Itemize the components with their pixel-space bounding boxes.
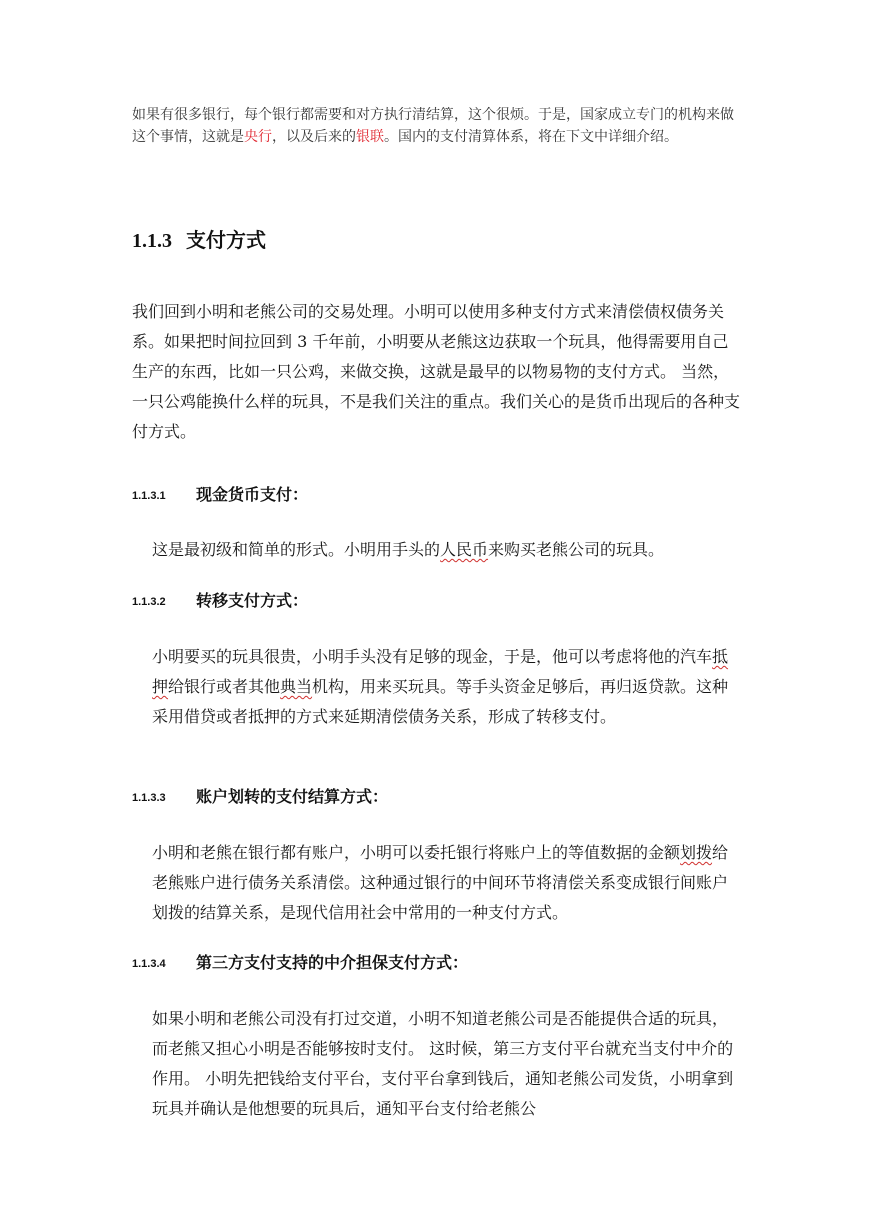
spellcheck-mark: 划拨 — [680, 843, 713, 862]
section-heading — [132, 226, 266, 255]
subsection-title: 第三方支付支持的中介担保支付方式： — [196, 953, 469, 972]
subsection-number: 1.1.3.3 — [132, 792, 166, 804]
body-text: 这是最初级和简单的形式。小明用手头的 — [152, 540, 441, 559]
body-text: 机构，用来买玩具。等手头资金足够后，再归返贷款。这种采用借贷或者抵押的方式来延期清偿债务关系，形成了转移支付。 — [152, 677, 729, 726]
subsection-title: 账户划转的支付结算方式： — [196, 787, 389, 806]
subsection-number: 1.1.3.1 — [132, 490, 166, 502]
spellcheck-mark: 典当 — [280, 677, 313, 696]
spellcheck-mark: 人民币 — [440, 540, 489, 559]
subsection-title: 转移支付方式： — [196, 591, 309, 610]
subsection-heading-cash — [132, 484, 308, 507]
body-text: 给老熊账户进行债务关系清偿。这种通过银行的中间环节将清偿关系变成银行间账户划拨的结算关系，是现代信用社会中常用的一种支付方式。 — [152, 843, 729, 922]
section-paragraph: 我们回到小明和老熊公司的交易处理。小明可以使用多种支付方式来清偿债权债务关系。如果把时间拉回到 3 千年前，小明要从老熊这边获取一个玩具，他得需要用自己生产的东西，比如一只公鸡，来做交换，这就是最早的以物易物的支付方式。 当然，一只公鸡能换什么样的玩具，不是我们关注的重点。我们关心的是货币出现后的各种支付方式。 — [132, 302, 741, 441]
intro-text: ，以及后来的 — [272, 129, 356, 145]
subsection-body-cash — [152, 535, 742, 565]
subsection-number: 1.1.3.4 — [132, 958, 166, 970]
body-text: 来购买老熊公司的玩具。 — [488, 540, 665, 559]
subsection-body-account — [152, 838, 742, 928]
subsection-title: 现金货币支付： — [196, 485, 309, 504]
link-unionpay[interactable]: 银联 — [356, 129, 384, 145]
section-number: 1.1.3 — [132, 230, 172, 252]
subsection-body-transfer — [152, 642, 742, 732]
body-text: 给银行或者其他 — [168, 677, 281, 696]
intro-paragraph — [132, 104, 744, 148]
subsection-heading-account — [132, 786, 388, 809]
spellcheck-mark: 抵押 — [152, 647, 729, 696]
subsection-heading-third-party — [132, 952, 468, 975]
subsection-heading-transfer — [132, 590, 308, 613]
subsection-body-third-party: 如果小明和老熊公司没有打过交道，小明不知道老熊公司是否能提供合适的玩具，而老熊又担心小明是否能够按时支付。 这时候，第三方支付平台就充当支付中介的作用。 小明先把钱给支付平台，支付平台拿到钱后，通知老熊公司发货，小明拿到玩具并确认是他想要的玩具后，通知平台支付给老熊公 — [152, 1009, 734, 1118]
section-title: 支付方式 — [186, 228, 266, 252]
intro-text: 。国内的支付清算体系，将在下文中详细介绍。 — [384, 129, 678, 145]
subsection-number: 1.1.3.2 — [132, 596, 166, 608]
body-text: 小明要买的玩具很贵，小明手头没有足够的现金，于是，他可以考虑将他的汽车 — [152, 647, 713, 666]
body-text: 小明和老熊在银行都有账户，小明可以委托银行将账户上的等值数据的金额 — [152, 843, 681, 862]
link-central-bank[interactable]: 央行 — [244, 129, 272, 145]
intro-text: 如果有很多银行，每个银行都需要和对方执行清结算，这个很烦。于是，国家成立专门的机构来做这个事情，这就是 — [132, 107, 734, 145]
